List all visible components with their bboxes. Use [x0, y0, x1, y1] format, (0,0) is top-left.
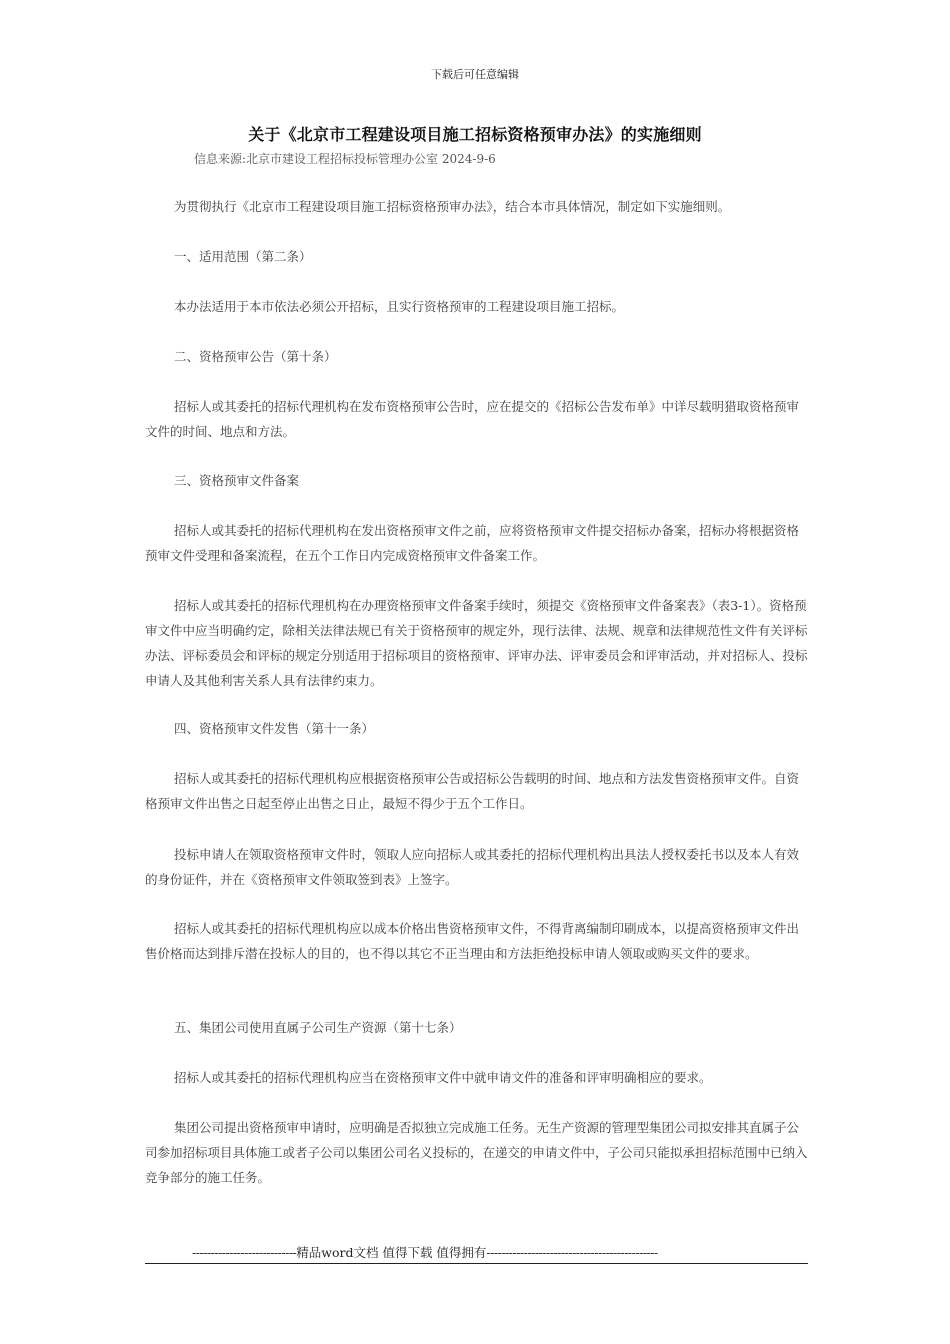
- header-note: 下载后可任意编辑: [431, 68, 519, 81]
- footer-left-dashes: ----------------------------: [192, 1245, 297, 1260]
- paragraph: 投标申请人在领取资格预审文件时，领取人应向招标人或其委托的招标代理机构出具法人授权委托书以及本人有效的身份证件，并在《资格预审文件领取签到表》上签字。: [145, 847, 800, 887]
- source-line: 信息来源:北京市建设工程招标投标管理办公室 2024-9-6: [194, 152, 496, 166]
- section-heading-5: 五、集团公司使用直属子公司生产资源（第十七条）: [174, 1020, 462, 1035]
- paragraph: 招标人或其委托的招标代理机构应以成本价格出售资格预审文件，不得背离编制印刷成本，以提高资格预审文件出售价格而达到排斥潜在投标人的目的，也不得以其它不正当理由和方法拒绝投标申请人领取或购买文件的要求。: [145, 921, 800, 961]
- document-title: 关于《北京市工程建设项目施工招标资格预审办法》的实施细则: [248, 125, 702, 144]
- footer-banner: [145, 1243, 808, 1264]
- paragraph: 本办法适用于本市依法必须公开招标，且实行资格预审的工程建设项目施工招标。: [174, 299, 625, 314]
- paragraph: 招标人或其委托的招标代理机构应当在资格预审文件中就申请文件的准备和评审明确相应的要求。: [174, 1070, 712, 1085]
- paragraph: 招标人或其委托的招标代理机构应根据资格预审公告或招标公告载明的时间、地点和方法发售资格预审文件。自资格预审文件出售之日起至停止出售之日止，最短不得少于五个工作日。: [145, 771, 800, 811]
- paragraph-intro: 为贯彻执行《北京市工程建设项目施工招标资格预审办法》，结合本市具体情况，制定如下实施细则。: [174, 199, 731, 214]
- section-heading-1: 一、适用范围（第二条）: [174, 249, 312, 264]
- footer-right-dashes: ----------------------------------------------: [486, 1245, 658, 1260]
- paragraph: 集团公司提出资格预审申请时，应明确是否拟独立完成施工任务。无生产资源的管理型集团公司拟安排其直属子公司参加招标项目具体施工或者子公司以集团公司名义投标的，在递交的申请文件中，子公司只能拟承担招标范围中已纳入竞争部分的施工任务。: [145, 1120, 808, 1185]
- footer-text: 精品word文档 值得下载 值得拥有: [296, 1245, 487, 1260]
- paragraph: 招标人或其委托的招标代理机构在办理资格预审文件备案手续时，须提交《资格预审文件备案表》（表3-1）。资格预审文件中应当明确约定，除相关法律法规已有关于资格预审的规定外，现行法律、法规、规章和法律规范性文件有关评标办法、评标委员会和评标的规定分别适用于招标项目的资格预审、评审办法、评审委员会和评审活动，并对招标人、投标申请人及其他利害关系人具有法律约束力。: [145, 598, 808, 688]
- section-heading-3: 三、资格预审文件备案: [174, 473, 300, 488]
- paragraph: 招标人或其委托的招标代理机构在发出资格预审文件之前，应将资格预审文件提交招标办备案，招标办将根据资格预审文件受理和备案流程，在五个工作日内完成资格预审文件备案工作。: [145, 523, 800, 563]
- section-heading-4: 四、资格预审文件发售（第十一条）: [174, 721, 375, 736]
- paragraph: 招标人或其委托的招标代理机构在发布资格预审公告时，应在提交的《招标公告发布单》中详尽载明猎取资格预审文件的时间、地点和方法。: [145, 399, 800, 439]
- section-heading-2: 二、资格预审公告（第十条）: [174, 349, 337, 364]
